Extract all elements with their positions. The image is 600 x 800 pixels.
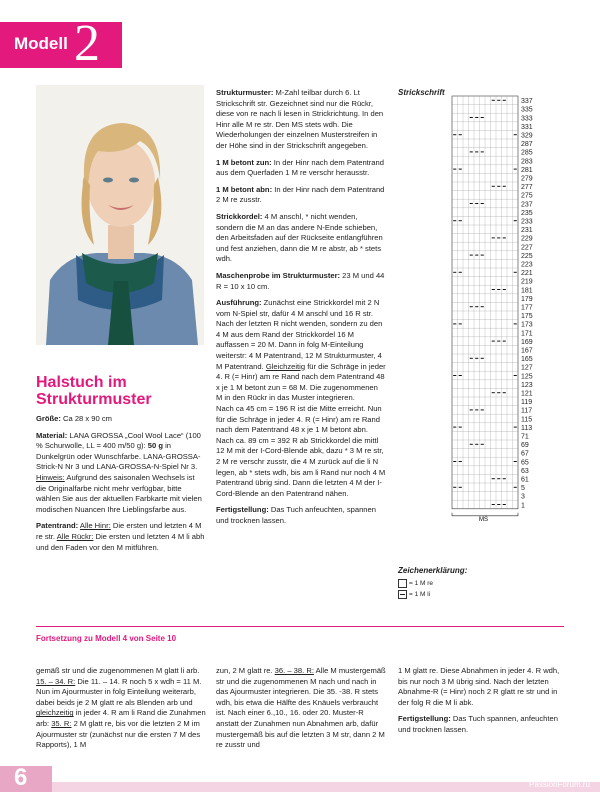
chart-row-label: 233 [521, 218, 533, 226]
chart-row-label: 119 [521, 399, 533, 407]
chart-row-label: 67 [521, 450, 529, 458]
chart-row-label: 237 [521, 201, 533, 209]
column-2 [216, 88, 386, 533]
b3b: Das Tuch spannen, anfeuchten und trocknen lassen. [398, 714, 558, 734]
material-label: Material: [36, 430, 68, 440]
abn-para [216, 185, 386, 206]
legend-row-li [398, 590, 430, 599]
ausf-text-1: Zunächst eine Strickkordel mit 2 N vom N-Spiel str, dafür 4 M anschl und 16 R str. Nach der letzten R nicht wenden, sondern zu den 4 M aus dem Rand der Strickkordel 16 M auffassen = 20 M. Dann in folg M-Einteilung weiterstr: 4 M Patentrand, 12 M Strukturmuster, 4 M Patentrand. [216, 298, 383, 371]
chart-row-label: 285 [521, 149, 533, 157]
chart-row-label: 3 [521, 493, 525, 501]
patent-rueckr-text: Die ersten und letzten 4 M li abh und den Faden vor den M mitführen. [36, 531, 205, 552]
chart-row-label: 175 [521, 313, 533, 321]
knitting-chart [440, 96, 533, 546]
kordel-label: Strickkordel: [216, 211, 263, 221]
ausf-para [216, 298, 386, 499]
abn-text: In der Hinr nach dem Patentrand 2 M re zusstr. [216, 184, 385, 205]
article-title [36, 374, 216, 408]
maschen-para [216, 271, 386, 292]
chart-title: Strickschrift [398, 88, 445, 97]
chart-row-label: 125 [521, 373, 533, 381]
page-footer-strip [52, 782, 600, 792]
chart-row-label: 169 [521, 338, 533, 346]
chart-row-label: 69 [521, 442, 529, 450]
b2c: Alle M mustergemäß str und die zugenommenen M nach und nach in das Ajourmuster integrieren. Die 35. -38. R stets wdh, bis etwa die Hälfte des Knäuels verbraucht ist. Nach einer 6.,10., 16. oder 20. Muster-R anstatt der Zunahmen nun Abnahmen arb, dafür mustergemäß bis auf die letzten 3 M str, dann 2 M re zusstr und [216, 666, 386, 750]
patent-label: Patentrand: [36, 521, 79, 531]
struktur-para [216, 88, 386, 152]
article-title-line1: Halstuch im [36, 374, 127, 391]
model-number: 2 [74, 15, 100, 72]
chart-row-label: 65 [521, 459, 529, 467]
struktur-label: Strukturmuster: [216, 88, 274, 97]
chart-ms-label: MS [479, 516, 488, 523]
material-para [36, 431, 206, 516]
chart-row-label: 61 [521, 476, 529, 484]
patent-hinr-label: Alle Hinr: [79, 521, 111, 531]
chart-row-label: 117 [521, 407, 533, 415]
chart-row-label: 173 [521, 321, 533, 329]
hinweis-text: Aufgrund des saisonalen Wechsels ist die Originalfarbe nicht mehr verfügbar, bitte wählen Sie aus der aktuellen Farbkarte mit vielen modischen Nuancen Ihre Lieblingsfarbe aus. [36, 472, 202, 514]
chart-row-label: 219 [521, 278, 533, 286]
chart-row-label: 115 [521, 416, 533, 424]
patent-hinr-text: Die ersten und letzten 4 M re str. [36, 521, 202, 541]
material-text-2: in Dunkelgrün oder Wunschfarbe. LANA-GROSSA-Strick-N Nr 3 und LANA-GROSSA-N-Spiel Nr 3. [36, 441, 201, 472]
article-title-line2: Strukturmuster [36, 391, 152, 408]
ausf-text-3: Nach ca 45 cm = 196 R ist die Mitte erreicht. Nun für die Schräge in jeder 4. R (= Hinr) am re Rand nach dem Patentrand 48 x je 1 M betont abn. Nach ca. 89 cm = 392 R ab Strickkordel die mittl 12 M mit der I-Cord-Blende abk, dazu * 3 M re str, 2 M re verschr zusstr, die 4 M zurück auf die li N legen, ab * stets wdh, bis am li Rand nur noch 4 M Patentrand übrig sind. Dann die letzten 4 M der I-Cord-Blende an den Patentrand nähen. [216, 404, 386, 498]
kordel-text: 4 M anschl, * nicht wenden, sondern die M an das andere N-Ende schieben, den Arbeitsfaden auf der Rückseite entlangführen und fest anziehen, dann die M re abstr, ab * stets wdh. [216, 211, 383, 264]
bottom-para-2 [216, 666, 386, 751]
b3a: 1 M glatt re. Diese Abnahmen in jeder 4. R wdh, bis nur noch 3 M übrig sind. Nach der letzten Abnahme-R (= Hinr) noch 2 R glatt re str und in der folg R die M li abk. [398, 666, 560, 707]
maschen-text: 23 M und 44 R = 10 x 10 cm. [216, 270, 385, 291]
chart-row-label: 331 [521, 123, 533, 131]
b1f: 35. R: [51, 718, 72, 728]
b1a: gemäß str und die zugenommenen M glatt li arb. [36, 666, 200, 675]
page-number-box [0, 766, 52, 792]
abn-label: 1 M betont abn: [216, 184, 273, 194]
chart-row-label: 333 [521, 115, 533, 123]
purl-symbol-icon [398, 590, 407, 599]
chart-row-label: 231 [521, 227, 533, 235]
ausf-gleichzeitig: Gleichzeitig [265, 361, 306, 371]
groesse-text: Ca 28 x 90 cm [60, 414, 112, 423]
knit-symbol-icon [398, 579, 407, 588]
bottom-para-1 [36, 666, 206, 751]
section-divider [36, 626, 564, 627]
chart-row-label: 127 [521, 364, 533, 372]
zun-label: 1 M betont zun: [216, 157, 272, 167]
chart-row-label: 167 [521, 347, 533, 355]
chart-row-label: 223 [521, 261, 533, 269]
chart-row-label: 5 [521, 485, 525, 493]
b3b-label: Fertigstellung: [398, 714, 451, 724]
model-photo [36, 85, 204, 345]
bottom-para-3b [398, 714, 566, 735]
legend-re-text: = 1 M re [409, 580, 434, 588]
fertig-text: Das Tuch anfeuchten, spannen und trocknen lassen. [216, 505, 376, 525]
b1e: in jeder 4. R am li Rand die Zunahmen arb: [36, 708, 206, 728]
b2a: zun, 2 M glatt re. [216, 666, 275, 675]
groesse-para [36, 414, 206, 425]
chart-row-label: 71 [521, 433, 529, 441]
fertig-label: Fertigstellung: [216, 505, 269, 515]
chart-row-label: 335 [521, 106, 533, 114]
ausf-text-2: für die Schräge in jeder 4. R (= Hinr) am re Rand nach dem Patentrand 48 x je 1 M betont zun = 68 M. Die zugenommenen M in den Rückr in das Muster integrieren. [216, 361, 386, 403]
chart-row-label: 113 [521, 424, 533, 432]
chart-row-label: 177 [521, 304, 533, 312]
chart-row-label: 221 [521, 270, 533, 278]
continuation-heading: Fortsetzung zu Modell 4 von Seite 10 [36, 634, 177, 643]
kordel-para [216, 212, 386, 265]
fertig-para [216, 505, 386, 526]
chart-row-label: 277 [521, 184, 533, 192]
chart-row-label: 275 [521, 192, 533, 200]
chart-row-label: 181 [521, 287, 533, 295]
chart-row-label: 329 [521, 132, 533, 140]
bottom-column-1 [36, 666, 206, 757]
chart-row-label: 123 [521, 381, 533, 389]
chart-row-label: 63 [521, 467, 529, 475]
patent-para [36, 521, 206, 553]
bottom-para-3a [398, 666, 566, 708]
bottom-column-3 [398, 666, 566, 742]
b1c: Die 11. – 14. R noch 5 x wdh = 11 M. Nun im Ajourmuster in folg Einteilung weiterarb, dabei beids je 2 M glatt re als Blenden arb und [36, 676, 202, 707]
struktur-text: M-Zahl teilbar durch 6. Lt Strickschrift str. Gezeichnet sind nur die Rückr, diese von re nach li lesen in Strickrichtung. In den Hinr alle M re str. Den MS stets wdh. Die Wiederholungen der einzelnen Musterstreifen in der Höhe sind in der Strickschrift angegeben. [216, 88, 384, 150]
chart-row-label: 121 [521, 390, 533, 398]
zun-text: In der Hinr nach dem Patentrand aus dem Querfaden 1 M re verschr herausstr. [216, 157, 384, 178]
b2b: 36. – 38. R: [274, 666, 314, 675]
groesse-label: Größe: [36, 414, 61, 423]
chart-row-label: 287 [521, 141, 533, 149]
legend-title: Zeichenerklärung: [398, 566, 468, 575]
legend-li-text: = 1 M li [409, 591, 431, 599]
chart-row-label: 283 [521, 158, 533, 166]
material-amount: 50 g [145, 441, 163, 451]
chart-row-label: 281 [521, 166, 533, 174]
chart-row-label: 225 [521, 252, 533, 260]
model-label: Modell [14, 34, 68, 53]
b1g: 2 M glatt re, bis vor die letzten 2 M im Ajourmuster str (zunächst nur die ersten 7 M des Rapports), 1 M [36, 718, 201, 750]
chart-row-label: 229 [521, 235, 533, 243]
patent-rueckr-label: Alle Rückr: [56, 531, 94, 541]
chart-row-label: 227 [521, 244, 533, 252]
zun-para [216, 158, 386, 179]
chart-row-label: 179 [521, 295, 533, 303]
maschen-label: Maschenprobe im Strukturmuster: [216, 270, 341, 280]
b1d: gleichzeitig [36, 708, 74, 718]
chart-row-label: 165 [521, 356, 533, 364]
legend-row-re [398, 579, 433, 588]
chart-row-label: 235 [521, 209, 533, 217]
column-1 [36, 414, 206, 559]
chart-row-label: 279 [521, 175, 533, 183]
ausf-label: Ausführung: [216, 298, 262, 308]
chart-repeat-bracket [452, 513, 518, 516]
chart-row-label: 1 [521, 502, 525, 510]
bottom-column-2 [216, 666, 386, 757]
page-number: 6 [14, 764, 28, 791]
model-header [0, 15, 122, 72]
chart-row-label: 337 [521, 98, 533, 106]
material-text: LANA GROSSA „Cool Wool Lace“ (100 % Schurwolle, LL = 400 m/50 g): [36, 430, 201, 451]
hinweis-label: Hinweis: [36, 472, 65, 482]
watermark: PassionForum.ru [529, 780, 590, 789]
chart-row-label: 171 [521, 330, 533, 338]
b1b: 15. – 34. R: [36, 676, 76, 686]
